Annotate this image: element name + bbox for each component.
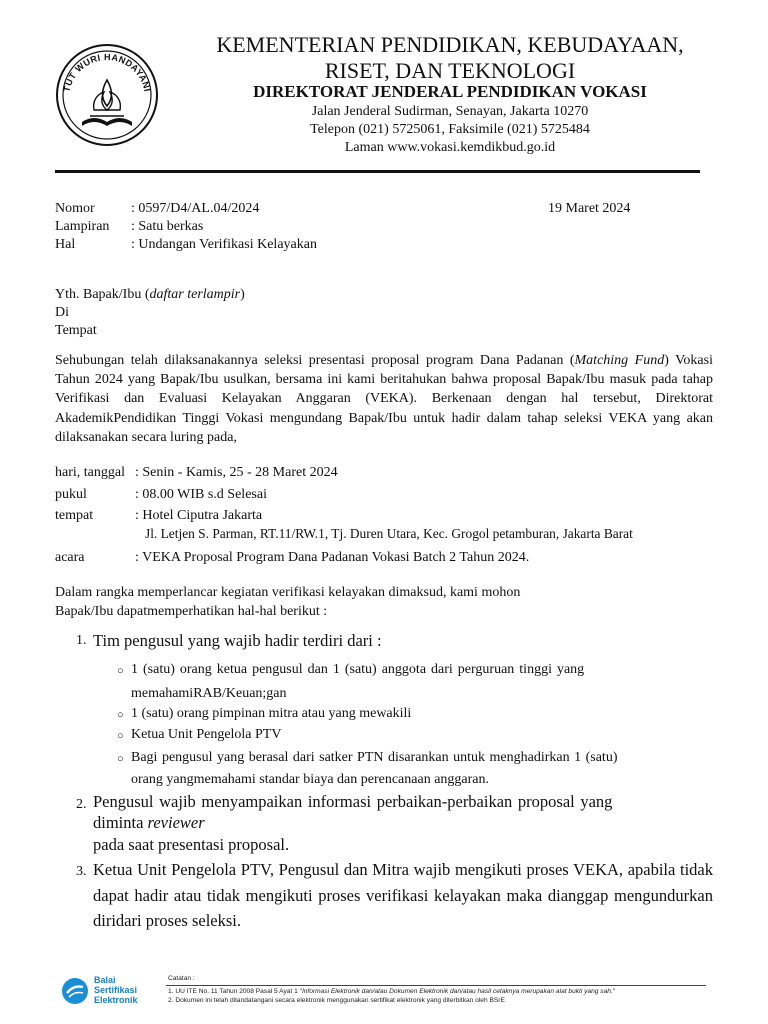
- note-1-italic: Informasi Elektronik dan/atau Dokumen Elektronik dan/atau hasil cetaknya merupakan alat bukti yang sah.: [301, 988, 613, 995]
- hari-label: hari, tanggal: [55, 465, 125, 480]
- lampiran-label: Lampiran: [55, 219, 110, 234]
- bsre-line-2: Sertifikasi: [94, 985, 138, 995]
- pukul-value: : 08.00 WIB s.d Selesai: [135, 487, 267, 502]
- hal-value: : Undangan Verifikasi Kelayakan: [131, 237, 317, 252]
- letter-meta: [55, 200, 317, 254]
- p2-line-1: Dalam rangka memperlancar kegiatan verifikasi kelayakan dimaksud, kami mohon: [55, 585, 521, 600]
- item-2-reviewer: reviewer: [147, 813, 205, 832]
- detail-acara: [55, 549, 529, 567]
- item-2-line-2-prefix: diminta: [93, 813, 148, 832]
- circle-bullet-icon: ○: [117, 665, 124, 677]
- sub-1-line-2: memahamiRAB/Keuan;gan: [131, 686, 287, 701]
- recipient-italic: daftar terlampir: [149, 287, 241, 302]
- tempat-label: tempat: [55, 508, 94, 523]
- pukul-label: pukul: [55, 487, 87, 502]
- hari-value: : Senin - Kamis, 25 - 28 Maret 2024: [135, 465, 338, 480]
- acara-label: acara: [55, 550, 85, 565]
- detail-hari: [55, 464, 338, 482]
- request-paragraph: [55, 583, 655, 621]
- detail-tempat: [55, 507, 262, 525]
- letter-date: 19 Maret 2024: [548, 201, 631, 216]
- ministry-line-2: RISET, DAN TEKNOLOGI: [324, 58, 576, 83]
- item-1-sub-1: [117, 660, 712, 679]
- recipient-suffix: ): [240, 287, 245, 302]
- bsre-name: [94, 975, 138, 1005]
- footer-note-1: [168, 987, 615, 996]
- office-address: Jalan Jenderal Sudirman, Senayan, Jakarta 10270: [311, 104, 589, 119]
- item-1-sub-4: [117, 748, 712, 767]
- item-2-line-2: [93, 813, 205, 833]
- directorate-name: DIREKTORAT JENDERAL PENDIDIKAN VOKASI: [253, 82, 647, 101]
- recipient-tempat: Tempat: [55, 323, 97, 338]
- header-divider: [55, 170, 700, 173]
- item-1-sub-3: [117, 725, 712, 744]
- p2-line-2: Bapak/Ibu dapatmemperhatikan hal-hal berikut :: [55, 604, 328, 619]
- p1-part-b: ) Vokasi Tahun 2024 yang Bapak/Ibu usulkan, bersama ini kami beritahukan bahwa proposal Bapak/Ibu masuk pada tahap Verifikasi dan Evaluasi Kelayakan Anggaran (VEKA). Berkenaan dengan hal tersebut, Direktorat AkademikPendidikan Tinggi Vokasi mengundang Bapak/Ibu untuk hadir dalam tahap seleksi VEKA yang akan dilaksanakan secara luring pada,: [55, 353, 713, 445]
- item-3-text: Ketua Unit Pengelola PTV, Pengusul dan Mitra wajib mengikuti proses VEKA, apabila tidak dapat hadir atau tidak mengikuti proses verifikasi kelayakan maka dianggap mengundurkan diridari proses seleksi.: [93, 860, 713, 930]
- circle-bullet-icon: ○: [117, 709, 124, 721]
- p1-part-a: Sehubungan telah dilaksanakannya seleksi presentasi proposal program Dana Padanan (: [55, 353, 575, 368]
- recipient-di: Di: [55, 305, 69, 320]
- sub-4-line-1: Bagi pengusul yang berasal dari satker PTN disarankan untuk menghadirkan 1 (satu): [131, 750, 618, 765]
- ministry-name: [160, 32, 740, 84]
- item-1-number: 1.: [76, 633, 87, 648]
- tempat-address: Jl. Letjen S. Parman, RT.11/RW.1, Tj. Duren Utara, Kec. Grogol petamburan, Jakarta Barat: [145, 526, 633, 541]
- circle-bullet-icon: ○: [117, 730, 124, 742]
- bsre-logo-icon: [60, 976, 90, 1006]
- hal-label: Hal: [55, 237, 76, 252]
- ministry-line-1: KEMENTERIAN PENDIDIKAN, KEBUDAYAAN,: [216, 32, 684, 57]
- footer-divider: [166, 985, 706, 986]
- tut-wuri-handayani-logo: [52, 40, 162, 150]
- nomor-value: : 0597/D4/AL.04/2024: [131, 201, 260, 216]
- sub-1-line-1: 1 (satu) orang ketua pengusul dan 1 (satu) anggota dari perguruan tinggi yang: [131, 662, 585, 677]
- office-phone: Telepon (021) 5725061, Faksimile (021) 5725484: [310, 122, 590, 137]
- item-2-line-1: Pengusul wajib menyampaikan informasi perbaikan-perbaikan proposal yang: [93, 792, 613, 811]
- item-2-line-3: pada saat presentasi proposal.: [93, 835, 290, 854]
- opening-paragraph: [55, 351, 713, 447]
- item-2-number: 2.: [76, 797, 87, 812]
- circle-bullet-icon: ○: [117, 753, 124, 765]
- lampiran-value: : Satu berkas: [131, 219, 204, 234]
- footer-note-2: 2. Dokumen ini telah ditandatangani secara elektronik menggunakan sertifikat elektronik yang diterbitkan oleh BSrE: [168, 997, 505, 1004]
- bsre-line-1: Balai: [94, 975, 116, 985]
- bsre-line-3: Elektronik: [94, 995, 138, 1005]
- sub-4-line-2: orang yangmemahami standar biaya dan perencanaan anggaran.: [131, 772, 489, 787]
- item-1-sub-2: [117, 704, 712, 723]
- detail-pukul: [55, 486, 267, 504]
- note-1-suffix: ": [612, 988, 616, 995]
- tempat-value: : Hotel Ciputra Jakarta: [135, 508, 263, 523]
- recipient-prefix: Yth. Bapak/Ibu (: [55, 287, 150, 302]
- item-3-number: 3.: [76, 864, 87, 879]
- office-website: Laman www.vokasi.kemdikbud.go.id: [344, 140, 556, 155]
- svg-text:TUT WURI HANDAYANI: TUT WURI HANDAYANI: [61, 51, 153, 93]
- catatan-label: Catatan :: [168, 975, 195, 982]
- note-1-prefix: 1. UU ITE No. 11 Tahun 2008 Pasal 5 Ayat 1 ": [168, 988, 302, 995]
- nomor-label: Nomor: [55, 201, 95, 216]
- acara-value: : VEKA Proposal Program Dana Padanan Vokasi Batch 2 Tahun 2024.: [135, 550, 530, 565]
- p1-italic: Matching Fund: [574, 353, 665, 368]
- sub-3-text: Ketua Unit Pengelola PTV: [131, 727, 282, 742]
- item-1-text: Tim pengusul yang wajib hadir terdiri dari :: [93, 631, 382, 650]
- sub-2-text: 1 (satu) orang pimpinan mitra atau yang mewakili: [131, 706, 412, 721]
- recipient: [55, 286, 245, 340]
